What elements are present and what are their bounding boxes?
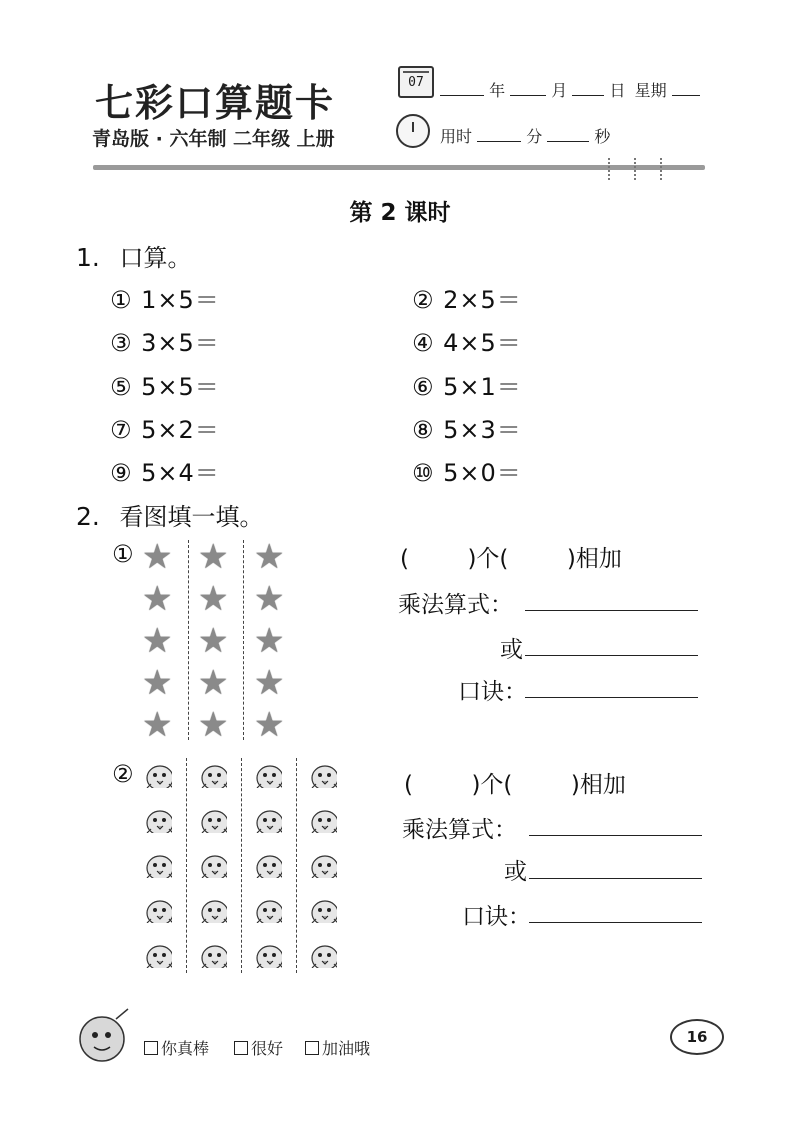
star-icon: ★ [254, 621, 285, 661]
month-blank[interactable] [510, 81, 546, 96]
chick-icon [252, 803, 282, 833]
minutes-blank[interactable] [477, 127, 521, 142]
chick-icon [307, 938, 337, 968]
divider-tick [660, 158, 666, 180]
minutes-label: 分 [526, 127, 543, 146]
part2-marker: ② [112, 760, 135, 788]
problem-4: ④ 4×5＝ [412, 329, 522, 357]
month-label: 月 [551, 81, 568, 100]
rating-option[interactable]: 加油哦 [305, 1036, 370, 1059]
part1-or-label: 或 [500, 637, 523, 663]
chick-icon [252, 848, 282, 878]
calendar-icon: 07 [398, 66, 434, 98]
problem-9: ⑨ 5×4＝ [110, 459, 220, 487]
weekday-blank[interactable] [672, 81, 700, 96]
seconds-label: 秒 [594, 127, 611, 146]
checkbox-icon [305, 1041, 319, 1055]
chick-icon [142, 938, 172, 968]
star-icon: ★ [254, 579, 285, 619]
part2-multiplication-answer[interactable] [529, 834, 702, 836]
chick-icon [142, 893, 172, 923]
problem-5: ⑤ 5×5＝ [110, 373, 220, 401]
column-divider [188, 540, 189, 740]
weekday-label: 星期 [634, 81, 667, 100]
section1-heading [76, 238, 192, 273]
star-icon: ★ [142, 579, 173, 619]
section1-title: 口算。 [119, 244, 192, 272]
star-icon: ★ [142, 621, 173, 661]
part2-alternate-answer[interactable] [529, 877, 702, 879]
part2-or-label: 或 [504, 859, 527, 885]
part2-rhyme-label: 口诀： [462, 904, 531, 930]
chick-icon [307, 758, 337, 788]
chick-icon [142, 803, 172, 833]
part1-rhyme-answer[interactable] [525, 696, 698, 698]
star-icon: ★ [142, 663, 173, 703]
chick-icon [197, 803, 227, 833]
star-icon: ★ [142, 537, 173, 577]
problem-2: ② 2×5＝ [412, 286, 522, 314]
day-blank[interactable] [572, 81, 604, 96]
chick-icon [197, 893, 227, 923]
brand-title: 七彩口算题卡 [95, 81, 336, 125]
time-label: 用时 [440, 127, 473, 146]
section2-number: 2. [76, 502, 100, 531]
date-field-row [440, 78, 700, 101]
column-divider [186, 758, 187, 973]
part1-multiplication-label: 乘法算式： [398, 592, 513, 618]
checkbox-icon [234, 1041, 248, 1055]
chick-icon [307, 848, 337, 878]
star-icon: ★ [142, 705, 173, 745]
page-number: 16 [670, 1019, 724, 1055]
clock-icon [396, 114, 430, 148]
problem-3: ③ 3×5＝ [110, 329, 220, 357]
part1-rhyme-label: 口诀： [458, 679, 527, 705]
chick-icon [142, 848, 172, 878]
divider-tick [634, 158, 640, 180]
star-icon: ★ [254, 663, 285, 703]
day-label: 日 [609, 81, 626, 100]
star-icon: ★ [254, 705, 285, 745]
star-icon: ★ [198, 537, 229, 577]
star-icon: ★ [198, 663, 229, 703]
part1-multiplication-answer[interactable] [525, 609, 698, 611]
star-icon: ★ [254, 537, 285, 577]
star-icon: ★ [198, 705, 229, 745]
checkbox-icon [144, 1041, 158, 1055]
chick-icon [252, 758, 282, 788]
column-divider [296, 758, 297, 973]
column-divider [241, 758, 242, 973]
time-field-row [440, 124, 610, 147]
seconds-blank[interactable] [547, 127, 589, 142]
chick-icon [197, 848, 227, 878]
problem-7: ⑦ 5×2＝ [110, 416, 220, 444]
edition-label: 青岛版 · 六年制 二年级 上册 [92, 128, 335, 150]
divider-tick [608, 158, 614, 180]
rating-option[interactable]: 你真棒 [144, 1036, 209, 1059]
part1-fill-sentence: ( )个( )相加 [400, 546, 622, 572]
section1-number: 1. [76, 243, 100, 272]
mascot-icon [72, 1005, 132, 1067]
chick-icon [307, 803, 337, 833]
chick-icon [252, 893, 282, 923]
part2-multiplication-label: 乘法算式： [402, 817, 517, 843]
problem-10: ⑩ 5×0＝ [412, 459, 522, 487]
part2-fill-sentence: ( )个( )相加 [404, 772, 626, 798]
lesson-title: 第 2 课时 [349, 200, 451, 226]
problem-1: ① 1×5＝ [110, 286, 220, 314]
problem-8: ⑧ 5×3＝ [412, 416, 522, 444]
star-icon: ★ [198, 579, 229, 619]
chick-icon [197, 938, 227, 968]
part2-rhyme-answer[interactable] [529, 921, 702, 923]
star-icon: ★ [198, 621, 229, 661]
chick-icon [142, 758, 172, 788]
rating-option[interactable]: 很好 [234, 1036, 283, 1059]
chick-icon [252, 938, 282, 968]
section2-heading [76, 497, 264, 532]
year-label: 年 [489, 81, 506, 100]
column-divider [243, 540, 244, 740]
part1-marker: ① [112, 540, 135, 568]
problem-6: ⑥ 5×1＝ [412, 373, 522, 401]
section2-title: 看图填一填。 [119, 503, 264, 531]
chick-icon [307, 893, 337, 923]
year-blank[interactable] [440, 81, 484, 96]
chick-icon [197, 758, 227, 788]
part1-alternate-answer[interactable] [525, 654, 698, 656]
